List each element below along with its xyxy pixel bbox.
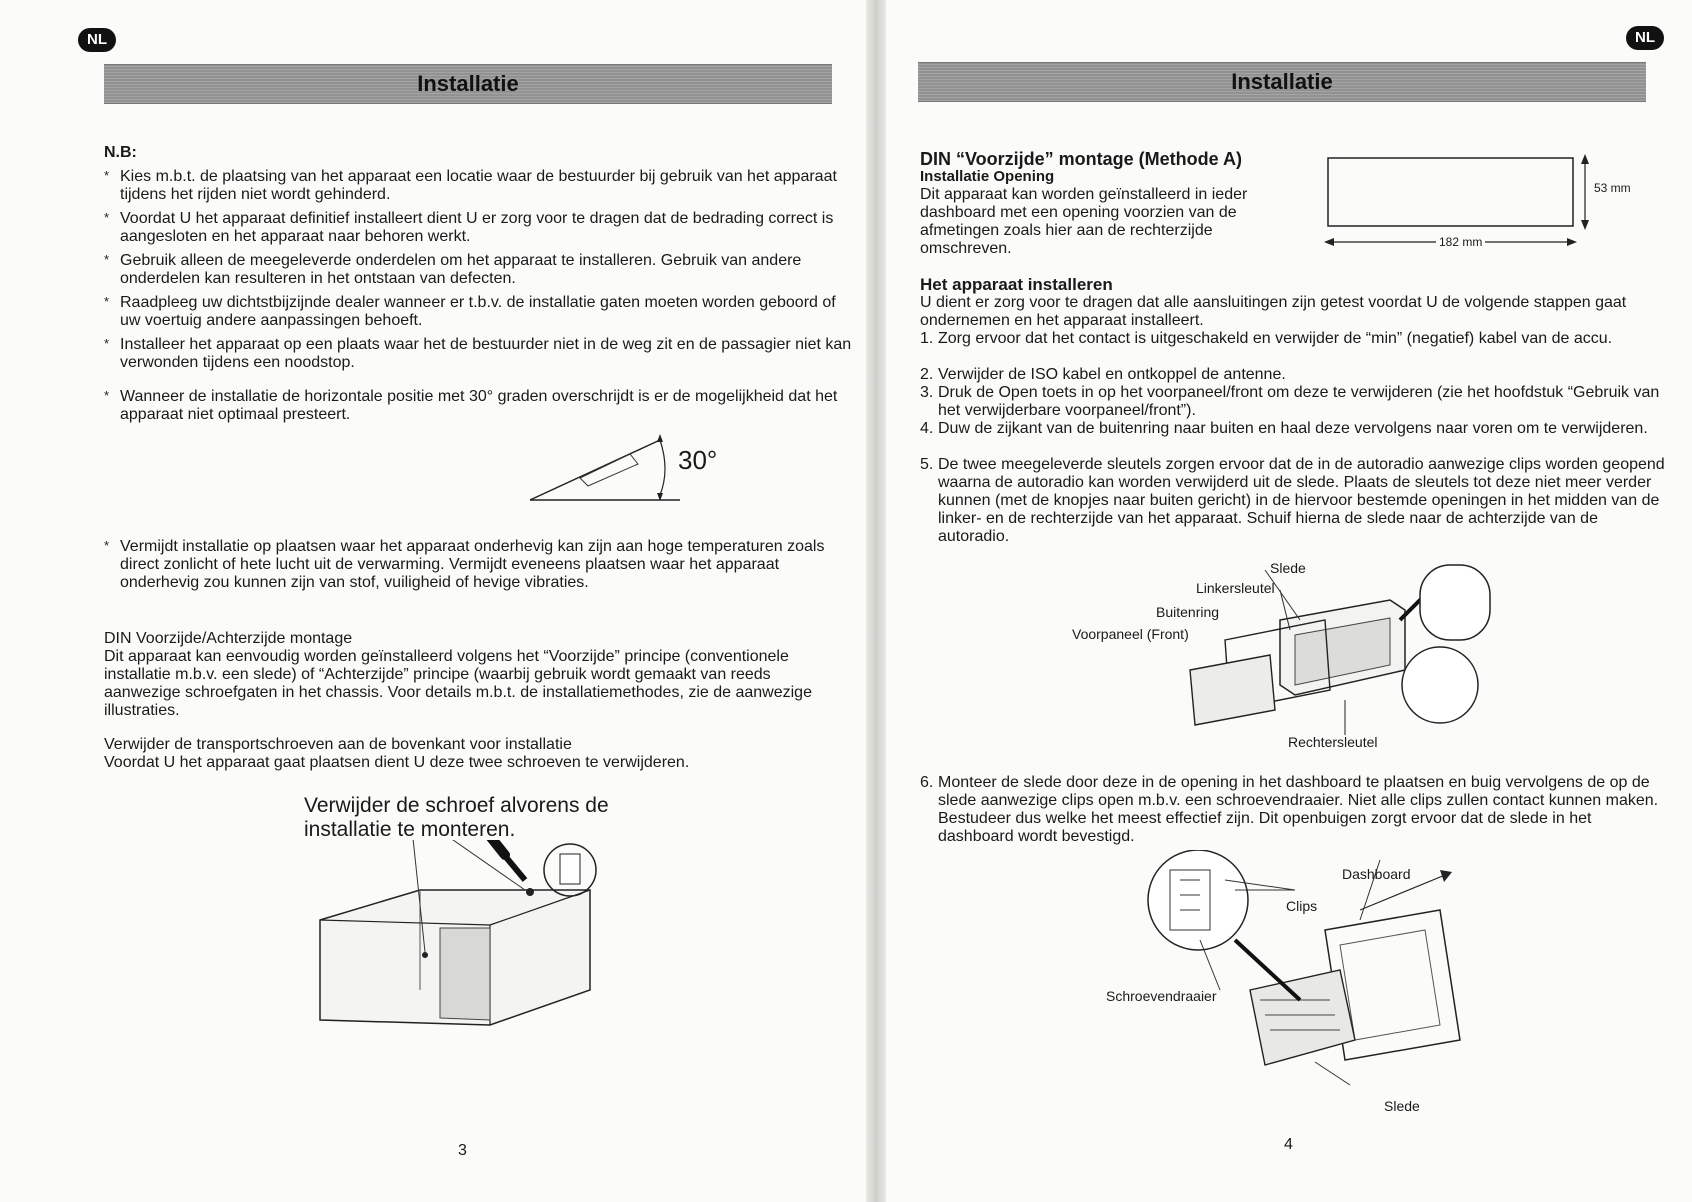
step-item: 1. Zorg ervoor dat het contact is uitgeschakeld en verwijder de “min” (negatief) kabel van de accu. — [920, 330, 1613, 347]
screw-hole-icon — [422, 952, 428, 958]
label-slede-fig1: Slede — [1270, 560, 1306, 576]
screws-line-2: Voordat U het apparaat gaat plaatsen dient U deze twee schroeven te verwijderen. — [104, 754, 690, 771]
header-bar-left — [104, 64, 832, 104]
arrow-head-icon — [657, 434, 663, 442]
arrow-up-icon — [1581, 154, 1589, 164]
arrow-left-icon — [1324, 238, 1334, 246]
header-bar-right — [918, 62, 1646, 102]
screws-line-1: Verwijder de transportschroeven aan de bovenkant voor installatie — [104, 736, 572, 753]
dim-height-label: 53 mm — [1594, 181, 1631, 195]
label-dashboard: Dashboard — [1342, 866, 1411, 882]
dim-width-label: 182 mm — [1436, 234, 1485, 250]
opening-rectangle — [1328, 158, 1573, 226]
label-buitenring: Buitenring — [1156, 604, 1220, 620]
label-linkersleutel: Linkersleutel — [1196, 580, 1275, 596]
bullet-item: * Gebruik alleen de meegeleverde onderdelen om het apparaat te installeren. Gebruik van andere onderdelen kan resulteren in het ontstaan van defecten. — [104, 252, 852, 288]
tilt-line — [530, 440, 660, 500]
front-panel-outline — [1190, 655, 1275, 725]
screw-icon — [526, 888, 534, 896]
opening-text: Dit apparaat kan worden geïnstalleerd in ieder dashboard met een opening voorzien van de afmetingen zoals hier aan de rechterzijde omschreven. — [920, 186, 1248, 257]
book-gutter — [866, 0, 886, 1202]
label-clips: Clips — [1286, 898, 1318, 914]
din-heading-right: DIN “Voorzijde” montage (Methode A) — [920, 149, 1242, 169]
bullet-item: * Voordat U het apparaat definitief installeert dient U er zorg voor te dragen dat de bedrading correct is aangesloten en het apparaat naar behoren werkt. — [104, 210, 852, 246]
step-item: 6. Monteer de slede door deze in de opening in het dashboard te plaatsen en buig vervolgens de op de slede aanwezige clips open m.b.v. een schroevendraaier. Niet alle clips zullen contact kunnen maken. Bestudeer dus welke het meest effectief zijn. Dit openbuigen zorgt ervoor dat de slede in het dashboard wordt bevestigd. — [920, 774, 1659, 845]
bullet-item: * Raadpleeg uw dichtstbijzijnde dealer wanneer er t.b.v. de installatie gaten moeten worden geboord of uw voertuig andere aanpassingen behoeft. — [104, 294, 852, 330]
sleeve-mounting-illustration — [1140, 850, 1500, 1090]
bullet-item: * Installeer het apparaat op een plaats waar het de bestuurder niet in de weg zit en de passagier niet kan verwonden tijdens een noodstop. — [104, 336, 852, 372]
bullet-item: * Kies m.b.t. de plaatsing van het apparaat een locatie waar de bestuurder bij gebruik van het apparaat tijdens het rijden niet wordt gehinderd. — [104, 168, 852, 204]
unit-front-face — [440, 928, 490, 1020]
arrow-right-icon — [1567, 238, 1577, 246]
angle-arc — [660, 440, 665, 495]
step-item: 2. Verwijder de ISO kabel en ontkoppel de antenne. — [920, 366, 1286, 383]
clips-detail-circle-icon — [1148, 850, 1248, 950]
step-item: 3. Druk de Open toets in op het voorpaneel/front om deze te verwijderen (zie het hoofdstuk “Gebruik van het verwijderbare voorpaneel/front”). — [920, 384, 1660, 419]
arrow-down-icon — [1581, 220, 1589, 230]
page-number-left: 3 — [458, 1142, 467, 1159]
page-number-right: 4 — [1284, 1136, 1293, 1153]
detail-circle-top-icon — [1420, 565, 1490, 640]
din-text-left: Dit apparaat kan eenvoudig worden geïnstalleerd volgens het “Voorzijde” principe (conventionele installatie m.b.v. een slede) of “Achterzijde” principe (waarbij gebruik wordt gemaakt van reeds aanwezige schroefgaten in het chassis. Voor details m.b.t. de installatiemethodes, zie de aanwezige illustraties. — [104, 648, 812, 719]
page-title-left: Installatie — [417, 71, 519, 96]
slede-outline — [1250, 970, 1355, 1065]
screw-detail-icon — [560, 854, 580, 884]
step-item: 5. De twee meegeleverde sleutels zorgen ervoor dat de in de autoradio aanwezige clips worden geopend waarna de autoradio kan worden verwijderd uit de slede. Plaats de sleutels tot deze niet meer verder kunnen (met de knopjes naar buiten gericht) in de hiervoor bestemde openingen in het midden van de linker- en de rechterzijde van het apparaat. Schuif hierna de slede naar de achterzijde van de autoradio. — [920, 456, 1665, 545]
label-rechtersleutel: Rechtersleutel — [1288, 734, 1378, 750]
language-badge-right: NL — [1626, 26, 1664, 50]
label-voorpaneel: Voorpaneel (Front) — [1072, 626, 1189, 642]
nb-heading: N.B: — [104, 144, 137, 161]
install-intro: U dient er zorg voor te dragen dat alle aansluitingen zijn getest voordat U de volgende stappen gaat ondernemen en het apparaat installeert. — [920, 294, 1627, 329]
install-heading: Het apparaat installeren — [920, 275, 1113, 294]
din-heading-left: DIN Voorzijde/Achterzijde montage — [104, 630, 353, 647]
screw-caption: Verwijder de schroef alvorens de installatie te monteren. — [304, 794, 609, 841]
detail-circle-bottom-icon — [1402, 647, 1478, 723]
page-title-right: Installatie — [1231, 69, 1333, 94]
angle-label: 30° — [678, 445, 718, 475]
screw-removal-illustration — [310, 840, 610, 1050]
bullet-item-angle: * Wanneer de installatie de horizontale positie met 30° graden overschrijdt is er de mogelijkheid dat het apparaat niet optimaal presteert. — [104, 388, 852, 424]
step-item: 4. Duw de zijkant van de buitenring naar buiten en haal deze vervolgens naar voren om te verwijderen. — [920, 420, 1648, 437]
label-slede-fig2: Slede — [1384, 1098, 1420, 1114]
label-schroevendraaier: Schroevendraaier — [1106, 988, 1217, 1004]
device-outline — [580, 454, 638, 486]
opening-heading: Installatie Opening — [920, 168, 1055, 185]
bullet-item-heat: * Vermijdt installatie op plaatsen waar het apparaat onderhevig kan zijn aan hoge temperaturen zoals direct zonlicht of hete lucht uit de verwarming. Vermijdt eveneens plaatsen waar het apparaat onderhevig zou kunnen zijn van stof, vuiligheid of hevige vibraties. — [104, 538, 852, 592]
language-badge-left: NL — [78, 28, 116, 52]
